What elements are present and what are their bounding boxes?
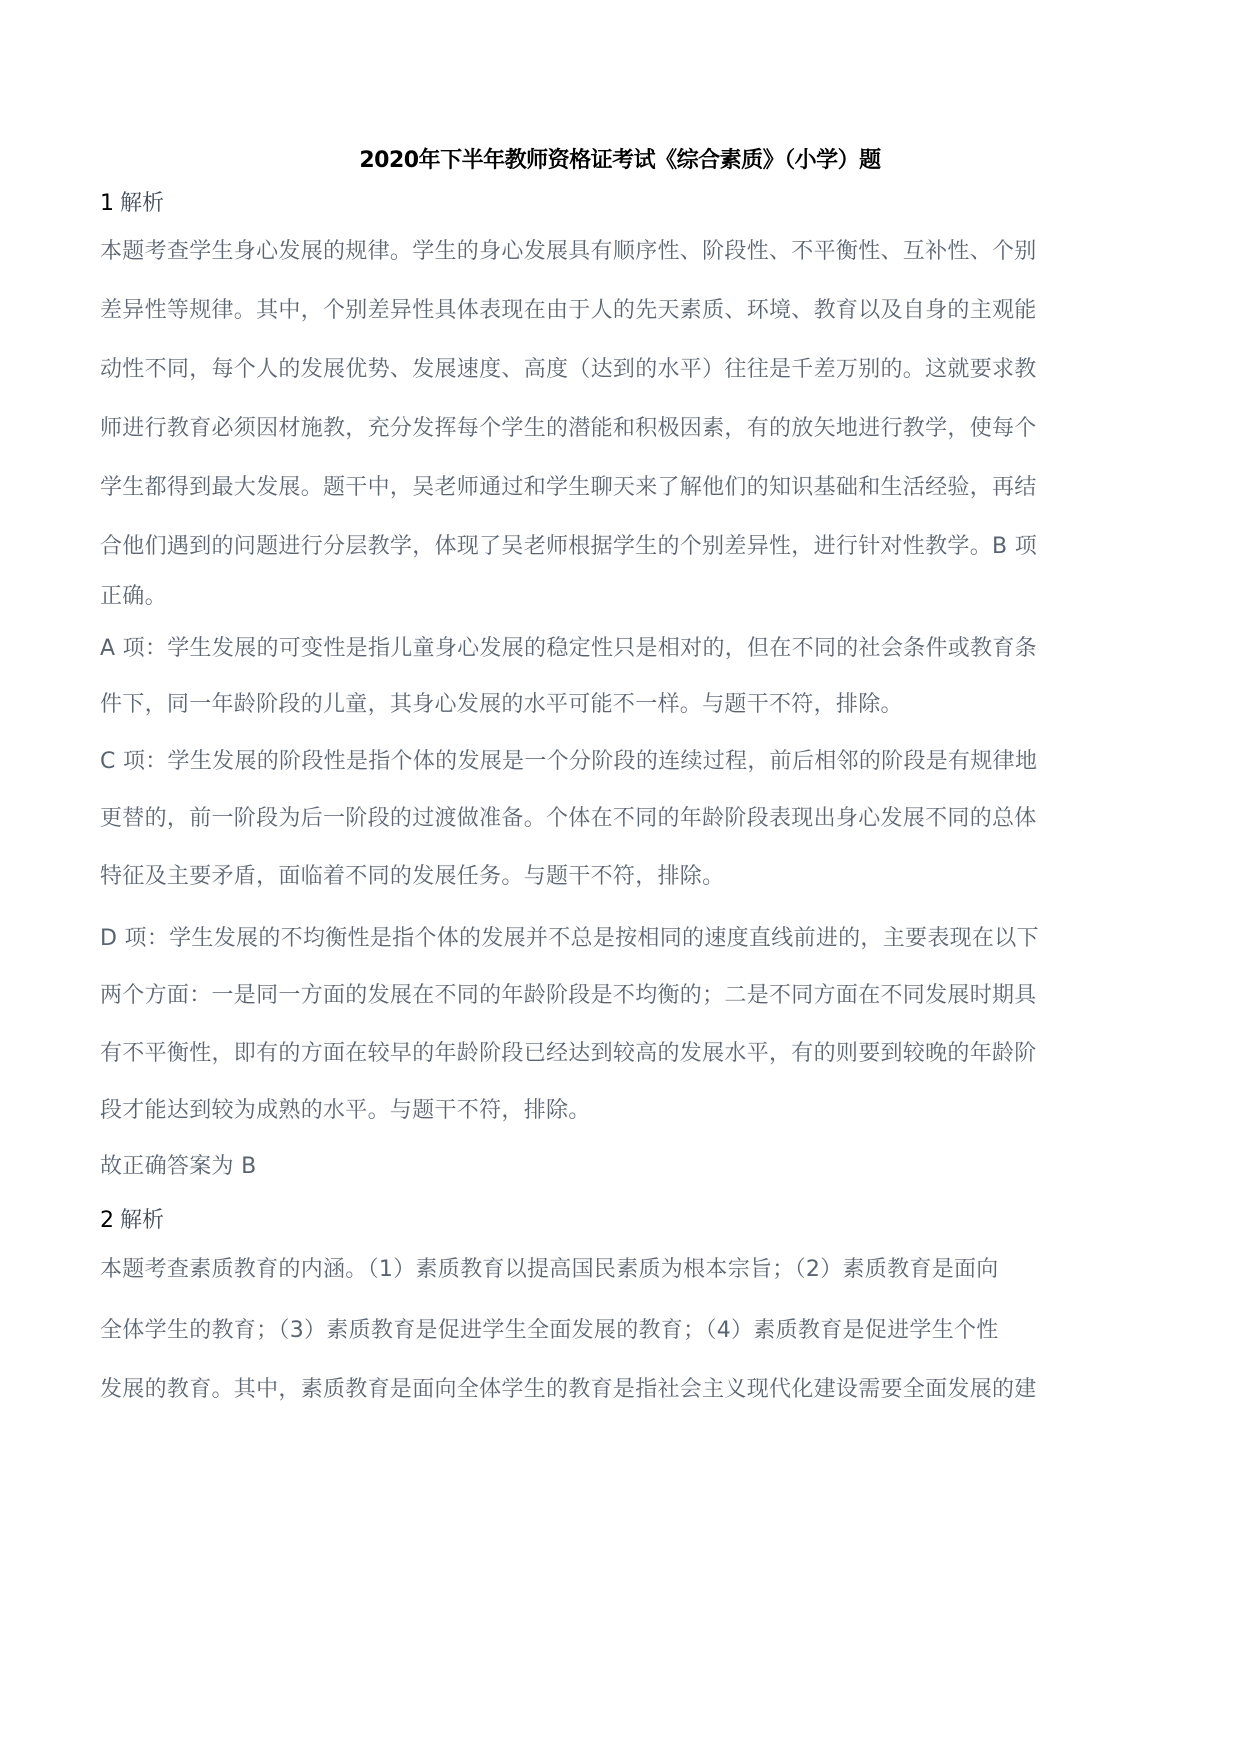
paragraph-line: 学生都得到最大发展。题干中，吴老师通过和学生聊天来了解他们的知识基础和生活经验，再结 [100, 475, 1037, 500]
section-heading-label: 解析 [120, 1208, 165, 1233]
section-number: 1 [100, 191, 114, 216]
paragraph-line: 全体学生的教育；（3）素质教育是促进学生全面发展的教育；（4）素质教育是促进学生个性 [100, 1318, 999, 1343]
option-c-line: 特征及主要矛盾，面临着不同的发展任务。与题干不符，排除。 [100, 864, 725, 889]
page-title: 2020年下半年教师资格证考试《综合素质》（小学）题 [359, 148, 881, 173]
option-a-line: 件下，同一年龄阶段的儿童，其身心发展的水平可能不一样。与题干不符，排除。 [100, 692, 903, 717]
paragraph-line: 本题考查素质教育的内涵。（1）素质教育以提高国民素质为根本宗旨；（2）素质教育是面向 [100, 1257, 999, 1282]
option-d-line: 两个方面：一是同一方面的发展在不同的年龄阶段是不均衡的；二是不同方面在不同发展时期具 [100, 983, 1037, 1008]
section-number: 2 [100, 1208, 114, 1233]
paragraph-line: 动性不同，每个人的发展优势、发展速度、高度（达到的水平）往往是千差万别的。这就要求教 [100, 357, 1037, 382]
paragraph-line: 正确。 [100, 584, 167, 609]
answer-line: 故正确答案为 B [100, 1154, 257, 1179]
section-heading-label: 解析 [120, 191, 165, 216]
paragraph-line: 发展的教育。其中，素质教育是面向全体学生的教育是指社会主义现代化建设需要全面发展的建 [100, 1377, 1037, 1402]
paragraph-line: 差异性等规律。其中，个别差异性具体表现在由于人的先天素质、环境、教育以及自身的主观能 [100, 298, 1037, 323]
option-a-line: A 项：学生发展的可变性是指儿童身心发展的稳定性只是相对的，但在不同的社会条件或教育条 [100, 636, 1037, 661]
paragraph-line: 师进行教育必须因材施教，充分发挥每个学生的潜能和积极因素，有的放矢地进行教学，使每个 [100, 416, 1037, 441]
option-d-line: 有不平衡性，即有的方面在较早的年龄阶段已经达到较高的发展水平，有的则要到较晚的年龄阶 [100, 1041, 1037, 1066]
option-d-line: D 项：学生发展的不均衡性是指个体的发展并不总是按相同的速度直线前进的，主要表现在以下 [100, 926, 1039, 951]
paragraph-line: 合他们遇到的问题进行分层教学，体现了吴老师根据学生的个别差异性，进行针对性教学。B 项 [100, 534, 1037, 559]
option-c-line: 更替的，前一阶段为后一阶段的过渡做准备。个体在不同的年龄阶段表现出身心发展不同的总体 [100, 806, 1037, 831]
option-c-line: C 项：学生发展的阶段性是指个体的发展是一个分阶段的连续过程，前后相邻的阶段是有规律地 [100, 749, 1038, 774]
section-heading-2 [100, 1203, 164, 1234]
paragraph-line: 本题考查学生身心发展的规律。学生的身心发展具有顺序性、阶段性、不平衡性、互补性、个别 [100, 239, 1037, 264]
option-d-line: 段才能达到较为成熟的水平。与题干不符，排除。 [100, 1098, 591, 1123]
section-heading-1 [100, 186, 164, 217]
